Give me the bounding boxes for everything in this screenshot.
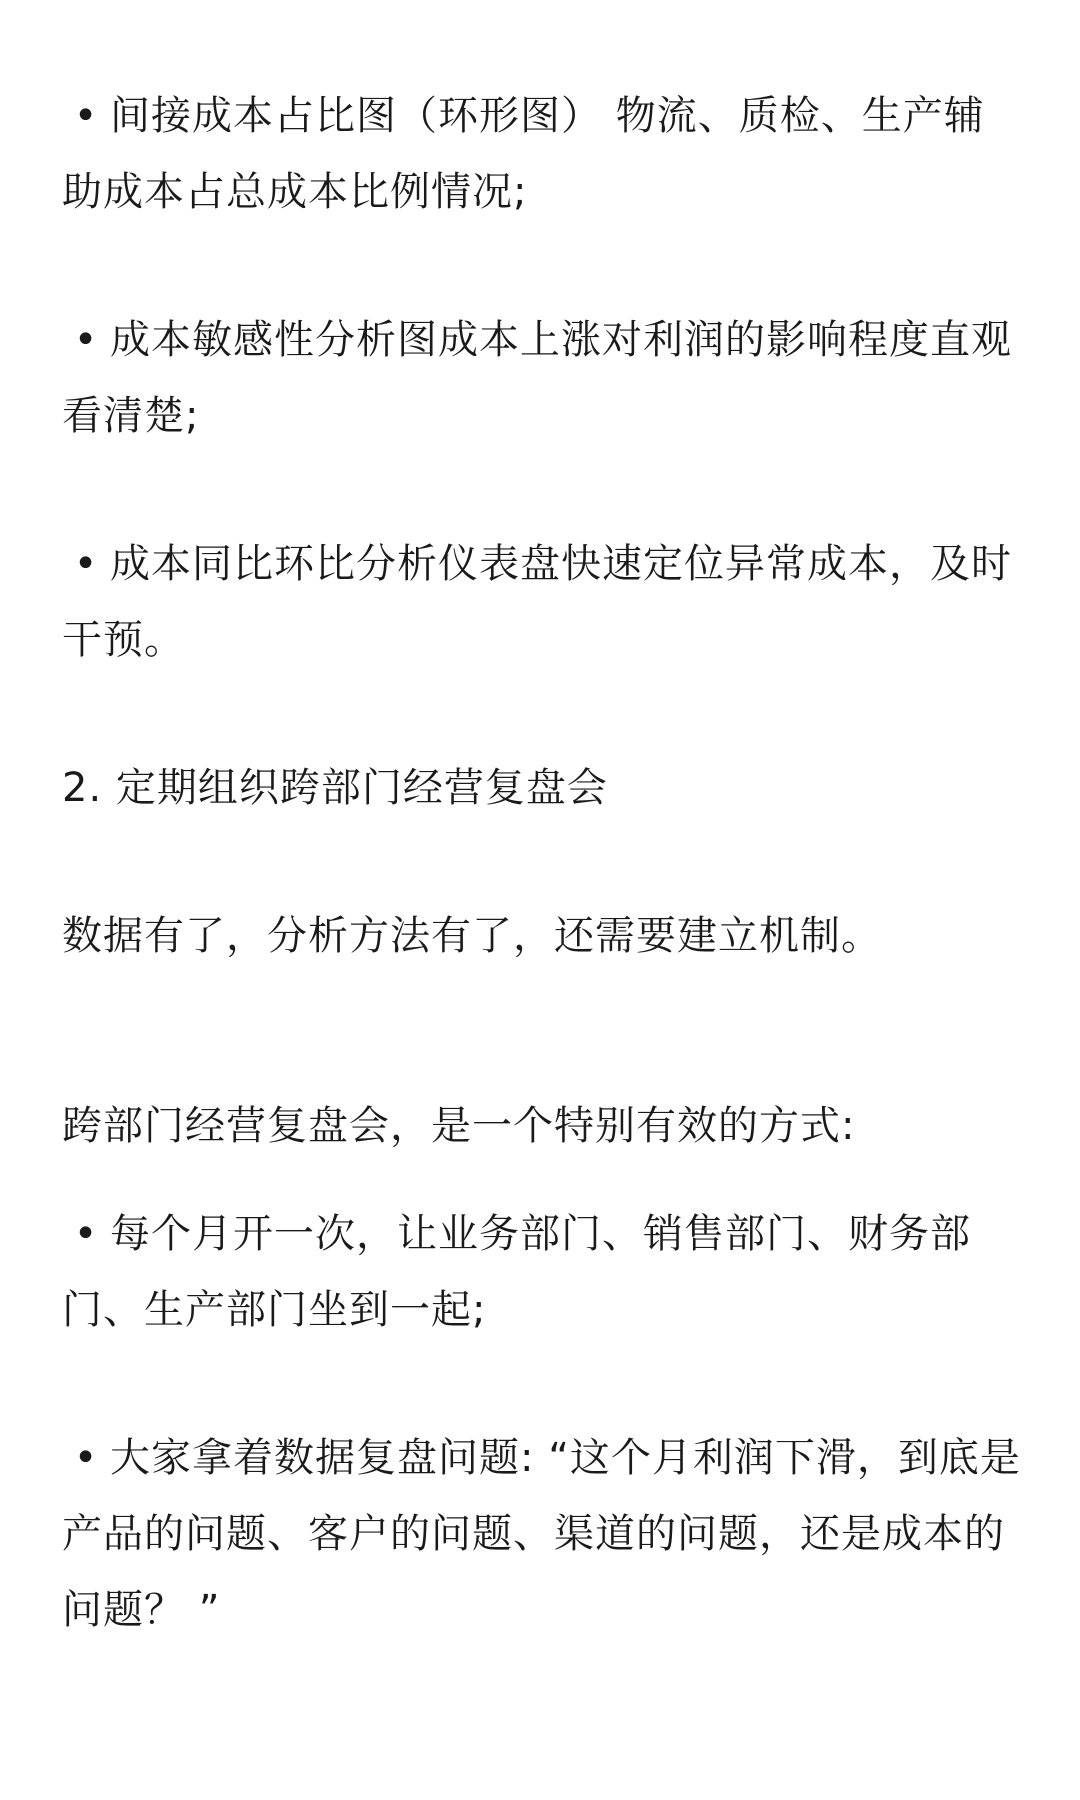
article-body (62, 78, 1022, 1648)
bullet-text: 每个月开一次，让业务部门、销售部门、财务部门、生产部门坐到一起; (62, 1211, 971, 1333)
section-heading: 2. 定期组织跨部门经营复盘会 (62, 765, 608, 811)
bullet-item-sensitivity (62, 302, 1022, 454)
bullet-item-yoy-dashboard (62, 526, 1022, 678)
bullet-dot: • (73, 1211, 99, 1257)
bullet-item-monthly-meeting (62, 1196, 1022, 1348)
paragraph-review-meeting: 跨部门经营复盘会，是一个特别有效的方式: (62, 1103, 856, 1149)
bullet-item-indirect-cost (62, 78, 1022, 230)
bullet-dot: • (73, 1435, 99, 1481)
bullet-text: 成本同比环比分析仪表盘快速定位异常成本，及时干预。 (62, 541, 1012, 663)
bullet-dot: • (73, 541, 99, 587)
bullet-dot: • (73, 317, 99, 363)
bullet-dot: • (73, 93, 99, 139)
bullet-text: 大家拿着数据复盘问题: “这个月利润下滑，到底是产品的问题、客户的问题、渠道的问题，还是成本的问题？ ” (62, 1435, 1021, 1633)
bullet-text: 间接成本占比图（环形图） 物流、质检、生产辅助成本占总成本比例情况; (62, 93, 985, 215)
bullet-item-review-questions (62, 1420, 1022, 1648)
bullet-text: 成本敏感性分析图成本上涨对利润的影响程度直观看清楚; (62, 317, 1012, 439)
paragraph-mechanism: 数据有了，分析方法有了，还需要建立机制。 (62, 913, 882, 959)
